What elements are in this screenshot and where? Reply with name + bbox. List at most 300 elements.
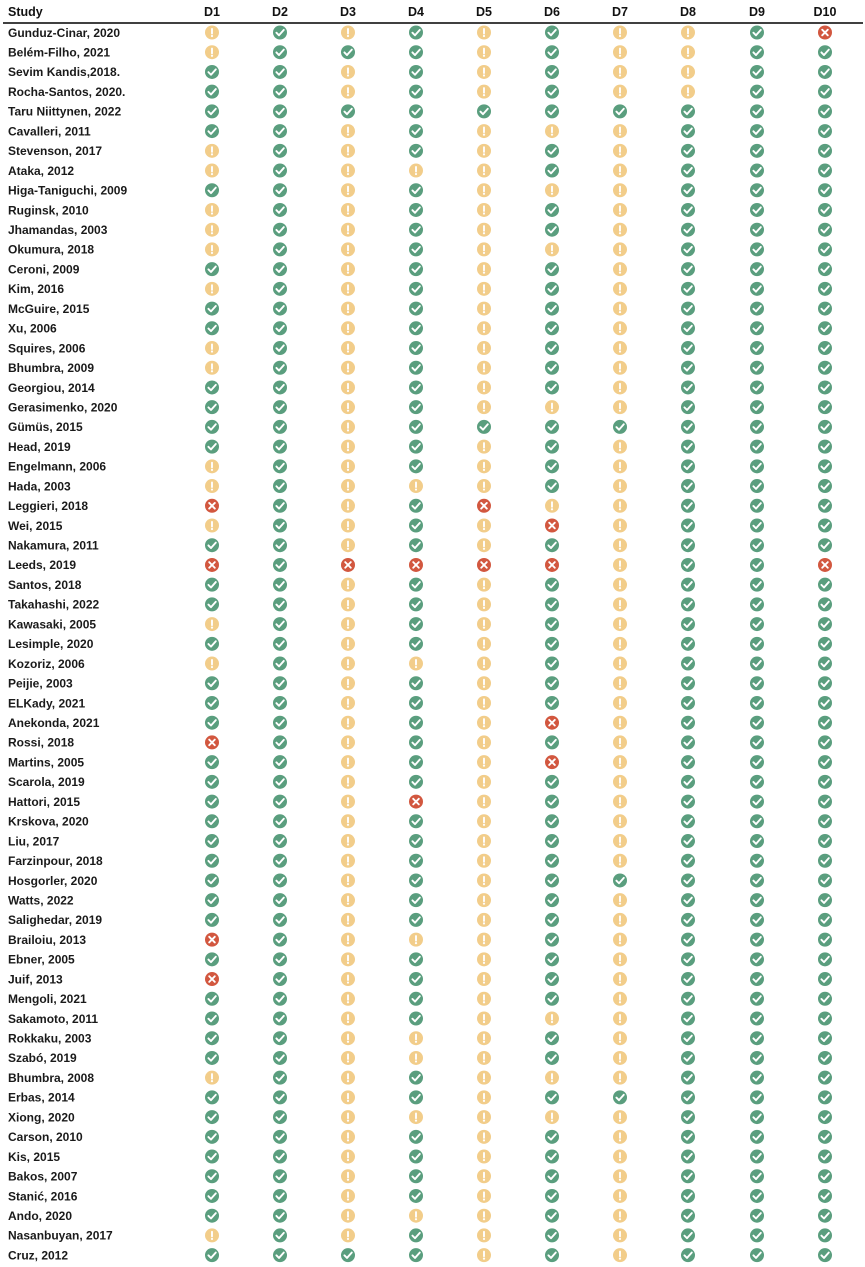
rating-low-icon bbox=[750, 104, 764, 118]
rating-low-icon bbox=[681, 1209, 695, 1223]
rating-some-concerns-icon bbox=[613, 617, 627, 631]
rating-low-icon bbox=[545, 85, 559, 99]
rating-low-icon bbox=[409, 1228, 423, 1242]
rating-low-icon bbox=[818, 1130, 832, 1144]
table-row bbox=[8, 1130, 832, 1144]
rating-high-icon bbox=[341, 558, 355, 572]
rating-some-concerns-icon bbox=[341, 952, 355, 966]
domain-header-d5: D5 bbox=[476, 5, 492, 19]
rating-some-concerns-icon bbox=[341, 499, 355, 513]
table-row bbox=[8, 499, 832, 513]
rating-some-concerns-icon bbox=[613, 65, 627, 79]
rating-low-icon bbox=[750, 578, 764, 592]
rating-low-icon bbox=[818, 183, 832, 197]
table-row bbox=[8, 302, 832, 316]
rating-low-icon bbox=[681, 321, 695, 335]
rating-low-icon bbox=[818, 1248, 832, 1262]
rating-some-concerns-icon bbox=[613, 85, 627, 99]
rating-low-icon bbox=[545, 459, 559, 473]
rating-some-concerns-icon bbox=[613, 262, 627, 276]
rating-low-icon bbox=[681, 933, 695, 947]
rating-low-icon bbox=[750, 144, 764, 158]
rating-some-concerns-icon bbox=[477, 223, 491, 237]
rating-some-concerns-icon bbox=[477, 1090, 491, 1104]
rating-low-icon bbox=[818, 834, 832, 848]
rating-low-icon bbox=[750, 1189, 764, 1203]
rating-low-icon bbox=[273, 361, 287, 375]
rating-some-concerns-icon bbox=[613, 696, 627, 710]
rating-some-concerns-icon bbox=[477, 361, 491, 375]
rating-low-icon bbox=[545, 834, 559, 848]
rating-low-icon bbox=[681, 1248, 695, 1262]
table-row bbox=[8, 834, 832, 848]
rating-low-icon bbox=[750, 124, 764, 138]
study-name: Rokkaku, 2003 bbox=[8, 1031, 92, 1046]
rating-low-icon bbox=[750, 1031, 764, 1045]
rating-some-concerns-icon bbox=[341, 775, 355, 789]
study-name: Hattori, 2015 bbox=[8, 794, 81, 809]
rating-some-concerns-icon bbox=[613, 183, 627, 197]
study-name: Brailoiu, 2013 bbox=[8, 932, 87, 947]
rating-some-concerns-icon bbox=[341, 420, 355, 434]
rating-some-concerns-icon bbox=[341, 992, 355, 1006]
rating-low-icon bbox=[273, 972, 287, 986]
rating-low-icon bbox=[545, 420, 559, 434]
rating-some-concerns-icon bbox=[341, 814, 355, 828]
rating-low-icon bbox=[545, 735, 559, 749]
rating-some-concerns-icon bbox=[341, 1110, 355, 1124]
rating-some-concerns-icon bbox=[341, 755, 355, 769]
rating-some-concerns-icon bbox=[613, 795, 627, 809]
rating-low-icon bbox=[750, 361, 764, 375]
rating-low-icon bbox=[681, 1071, 695, 1085]
rating-some-concerns-icon bbox=[477, 735, 491, 749]
table-row bbox=[8, 26, 832, 40]
rating-low-icon bbox=[409, 321, 423, 335]
rating-some-concerns-icon bbox=[613, 538, 627, 552]
rating-some-concerns-icon bbox=[613, 972, 627, 986]
rating-low-icon bbox=[545, 164, 559, 178]
rating-some-concerns-icon bbox=[477, 795, 491, 809]
study-name: Ruginsk, 2010 bbox=[8, 203, 89, 218]
study-name: Nasanbuyan, 2017 bbox=[8, 1228, 113, 1243]
rating-low-icon bbox=[681, 183, 695, 197]
rating-low-icon bbox=[409, 400, 423, 414]
rating-some-concerns-icon bbox=[613, 400, 627, 414]
rating-some-concerns-icon bbox=[409, 1051, 423, 1065]
rating-some-concerns-icon bbox=[341, 1228, 355, 1242]
study-name: Ceroni, 2009 bbox=[8, 262, 80, 277]
study-name: Gunduz-Cinar, 2020 bbox=[8, 25, 121, 40]
study-name: Bakos, 2007 bbox=[8, 1169, 78, 1184]
table-row bbox=[8, 1150, 832, 1164]
rating-some-concerns-icon bbox=[613, 893, 627, 907]
rating-some-concerns-icon bbox=[477, 1169, 491, 1183]
rating-low-icon bbox=[273, 775, 287, 789]
study-name: Takahashi, 2022 bbox=[8, 597, 100, 612]
rating-low-icon bbox=[545, 302, 559, 316]
rating-low-icon bbox=[545, 696, 559, 710]
study-name: Leeds, 2019 bbox=[8, 558, 77, 573]
rating-low-icon bbox=[818, 361, 832, 375]
rating-low-icon bbox=[409, 65, 423, 79]
rating-some-concerns-icon bbox=[341, 302, 355, 316]
rating-low-icon bbox=[205, 1150, 219, 1164]
rating-low-icon bbox=[818, 104, 832, 118]
rating-low-icon bbox=[409, 1248, 423, 1262]
rating-low-icon bbox=[750, 341, 764, 355]
rating-some-concerns-icon bbox=[341, 1051, 355, 1065]
table-row bbox=[8, 597, 832, 611]
rating-low-icon bbox=[273, 341, 287, 355]
rating-some-concerns-icon bbox=[613, 144, 627, 158]
rating-low-icon bbox=[205, 1189, 219, 1203]
rating-low-icon bbox=[273, 65, 287, 79]
rating-some-concerns-icon bbox=[409, 1209, 423, 1223]
table-row bbox=[8, 420, 832, 434]
rating-low-icon bbox=[545, 1090, 559, 1104]
domain-header-d1: D1 bbox=[204, 5, 220, 19]
rating-some-concerns-icon bbox=[613, 499, 627, 513]
rating-high-icon bbox=[409, 795, 423, 809]
rating-low-icon bbox=[273, 45, 287, 59]
rating-low-icon bbox=[818, 1071, 832, 1085]
rating-some-concerns-icon bbox=[613, 558, 627, 572]
rating-low-icon bbox=[750, 45, 764, 59]
rating-low-icon bbox=[545, 676, 559, 690]
table-row bbox=[8, 1031, 832, 1045]
rating-low-icon bbox=[818, 972, 832, 986]
rating-low-icon bbox=[818, 341, 832, 355]
rating-low-icon bbox=[750, 519, 764, 533]
rating-some-concerns-icon bbox=[477, 1031, 491, 1045]
study-name: Kim, 2016 bbox=[8, 282, 65, 297]
rating-low-icon bbox=[750, 85, 764, 99]
rating-low-icon bbox=[273, 440, 287, 454]
rating-low-icon bbox=[273, 1090, 287, 1104]
rating-some-concerns-icon bbox=[341, 735, 355, 749]
study-name: Gümüs, 2015 bbox=[8, 420, 83, 435]
rating-low-icon bbox=[273, 302, 287, 316]
rating-low-icon bbox=[273, 893, 287, 907]
study-name: Scarola, 2019 bbox=[8, 775, 85, 790]
rating-some-concerns-icon bbox=[477, 1130, 491, 1144]
rating-high-icon bbox=[205, 972, 219, 986]
rating-some-concerns-icon bbox=[613, 716, 627, 730]
rating-some-concerns-icon bbox=[341, 893, 355, 907]
rating-some-concerns-icon bbox=[477, 144, 491, 158]
rating-some-concerns-icon bbox=[341, 834, 355, 848]
rating-some-concerns-icon bbox=[477, 26, 491, 40]
study-name: Taru Niittynen, 2022 bbox=[8, 104, 122, 119]
rating-low-icon bbox=[273, 755, 287, 769]
rating-low-icon bbox=[273, 952, 287, 966]
rating-low-icon bbox=[681, 223, 695, 237]
rating-some-concerns-icon bbox=[341, 262, 355, 276]
table-row bbox=[8, 321, 832, 335]
rating-low-icon bbox=[273, 854, 287, 868]
rating-low-icon bbox=[273, 578, 287, 592]
rating-some-concerns-icon bbox=[477, 597, 491, 611]
rating-low-icon bbox=[545, 223, 559, 237]
rating-low-icon bbox=[273, 795, 287, 809]
rating-some-concerns-icon bbox=[341, 637, 355, 651]
rating-low-icon bbox=[750, 1090, 764, 1104]
rating-some-concerns-icon bbox=[341, 1071, 355, 1085]
rating-low-icon bbox=[818, 45, 832, 59]
rating-low-icon bbox=[273, 420, 287, 434]
rating-some-concerns-icon bbox=[205, 164, 219, 178]
rating-low-icon bbox=[750, 1150, 764, 1164]
rating-low-icon bbox=[545, 657, 559, 671]
rating-low-icon bbox=[205, 538, 219, 552]
table-row bbox=[8, 282, 832, 296]
rating-some-concerns-icon bbox=[613, 1248, 627, 1262]
rating-low-icon bbox=[750, 1248, 764, 1262]
rating-low-icon bbox=[681, 1031, 695, 1045]
rating-low-icon bbox=[750, 696, 764, 710]
study-name: ELKady, 2021 bbox=[8, 696, 86, 711]
rating-low-icon bbox=[750, 657, 764, 671]
rating-low-icon bbox=[273, 223, 287, 237]
table-row bbox=[8, 952, 832, 966]
rating-low-icon bbox=[750, 262, 764, 276]
rating-low-icon bbox=[750, 183, 764, 197]
rating-low-icon bbox=[205, 1090, 219, 1104]
rating-low-icon bbox=[545, 45, 559, 59]
rating-low-icon bbox=[273, 183, 287, 197]
rating-some-concerns-icon bbox=[545, 183, 559, 197]
rating-low-icon bbox=[681, 164, 695, 178]
rating-some-concerns-icon bbox=[341, 519, 355, 533]
rating-low-icon bbox=[273, 1071, 287, 1085]
rating-low-icon bbox=[205, 1130, 219, 1144]
rating-low-icon bbox=[409, 913, 423, 927]
rating-low-icon bbox=[681, 913, 695, 927]
study-name: Krskova, 2020 bbox=[8, 814, 89, 829]
table-row bbox=[8, 716, 832, 730]
table-row bbox=[8, 893, 832, 907]
rating-some-concerns-icon bbox=[205, 1071, 219, 1085]
rating-some-concerns-icon bbox=[341, 459, 355, 473]
rating-low-icon bbox=[818, 992, 832, 1006]
rating-low-icon bbox=[409, 104, 423, 118]
rating-some-concerns-icon bbox=[477, 1012, 491, 1026]
rating-low-icon bbox=[750, 321, 764, 335]
rating-low-icon bbox=[750, 65, 764, 79]
rating-low-icon bbox=[818, 479, 832, 493]
rating-high-icon bbox=[545, 519, 559, 533]
study-name: Juif, 2013 bbox=[8, 972, 63, 987]
rating-low-icon bbox=[409, 637, 423, 651]
rating-some-concerns-icon bbox=[205, 242, 219, 256]
table-row bbox=[8, 519, 832, 533]
study-name: Erbas, 2014 bbox=[8, 1090, 75, 1105]
rating-low-icon bbox=[750, 735, 764, 749]
rating-low-icon bbox=[205, 1169, 219, 1183]
rating-some-concerns-icon bbox=[477, 814, 491, 828]
rating-high-icon bbox=[818, 26, 832, 40]
rating-some-concerns-icon bbox=[205, 617, 219, 631]
rating-low-icon bbox=[273, 144, 287, 158]
rating-low-icon bbox=[205, 696, 219, 710]
rating-low-icon bbox=[545, 1150, 559, 1164]
rating-some-concerns-icon bbox=[613, 1051, 627, 1065]
table-row bbox=[8, 538, 832, 552]
rating-low-icon bbox=[750, 223, 764, 237]
table-row bbox=[8, 873, 832, 887]
rating-some-concerns-icon bbox=[613, 992, 627, 1006]
rating-some-concerns-icon bbox=[341, 873, 355, 887]
rating-some-concerns-icon bbox=[477, 538, 491, 552]
rating-some-concerns-icon bbox=[477, 183, 491, 197]
rating-low-icon bbox=[681, 558, 695, 572]
rating-low-icon bbox=[681, 499, 695, 513]
rating-some-concerns-icon bbox=[613, 1110, 627, 1124]
rating-some-concerns-icon bbox=[205, 223, 219, 237]
rating-some-concerns-icon bbox=[613, 380, 627, 394]
rating-some-concerns-icon bbox=[613, 302, 627, 316]
rating-some-concerns-icon bbox=[477, 341, 491, 355]
rating-some-concerns-icon bbox=[341, 1012, 355, 1026]
rating-low-icon bbox=[273, 538, 287, 552]
rating-low-icon bbox=[681, 519, 695, 533]
rating-low-icon bbox=[545, 795, 559, 809]
rating-low-icon bbox=[681, 479, 695, 493]
rating-high-icon bbox=[205, 735, 219, 749]
rating-low-icon bbox=[273, 1209, 287, 1223]
rating-low-icon bbox=[409, 735, 423, 749]
rating-some-concerns-icon bbox=[613, 755, 627, 769]
rating-some-concerns-icon bbox=[545, 400, 559, 414]
rating-low-icon bbox=[818, 144, 832, 158]
rating-low-icon bbox=[205, 1110, 219, 1124]
rating-low-icon bbox=[750, 755, 764, 769]
rating-low-icon bbox=[681, 637, 695, 651]
rating-low-icon bbox=[818, 637, 832, 651]
rating-low-icon bbox=[681, 1169, 695, 1183]
rating-low-icon bbox=[818, 302, 832, 316]
study-rows bbox=[8, 26, 832, 1263]
rating-low-icon bbox=[818, 1031, 832, 1045]
study-name: Carson, 2010 bbox=[8, 1130, 83, 1145]
study-name: Wei, 2015 bbox=[8, 518, 63, 533]
rating-low-icon bbox=[273, 913, 287, 927]
study-name: Okumura, 2018 bbox=[8, 242, 95, 257]
rating-low-icon bbox=[681, 1090, 695, 1104]
rating-low-icon bbox=[273, 1189, 287, 1203]
rating-low-icon bbox=[205, 814, 219, 828]
rating-low-icon bbox=[409, 45, 423, 59]
rating-some-concerns-icon bbox=[477, 440, 491, 454]
rating-low-icon bbox=[818, 775, 832, 789]
rating-some-concerns-icon bbox=[341, 440, 355, 454]
rating-some-concerns-icon bbox=[613, 913, 627, 927]
rating-low-icon bbox=[545, 992, 559, 1006]
rating-low-icon bbox=[409, 992, 423, 1006]
rating-some-concerns-icon bbox=[341, 361, 355, 375]
table-row bbox=[8, 657, 832, 671]
rating-low-icon bbox=[409, 814, 423, 828]
study-name: Ataka, 2012 bbox=[8, 163, 75, 178]
rating-low-icon bbox=[409, 755, 423, 769]
study-name: Hosgorler, 2020 bbox=[8, 873, 98, 888]
rating-low-icon bbox=[681, 952, 695, 966]
rating-low-icon bbox=[205, 1031, 219, 1045]
rating-high-icon bbox=[409, 558, 423, 572]
rating-some-concerns-icon bbox=[477, 203, 491, 217]
rating-some-concerns-icon bbox=[613, 1031, 627, 1045]
rating-low-icon bbox=[273, 400, 287, 414]
study-name: Kozoriz, 2006 bbox=[8, 656, 85, 671]
rating-low-icon bbox=[681, 282, 695, 296]
rating-low-icon bbox=[409, 519, 423, 533]
rating-low-icon bbox=[409, 578, 423, 592]
study-name: Cruz, 2012 bbox=[8, 1248, 69, 1263]
rating-low-icon bbox=[681, 1189, 695, 1203]
rating-some-concerns-icon bbox=[613, 657, 627, 671]
study-name: Higa-Taniguchi, 2009 bbox=[8, 183, 128, 198]
rating-low-icon bbox=[205, 1209, 219, 1223]
rating-low-icon bbox=[409, 617, 423, 631]
rating-low-icon bbox=[205, 676, 219, 690]
rating-low-icon bbox=[750, 854, 764, 868]
rating-low-icon bbox=[545, 538, 559, 552]
rating-some-concerns-icon bbox=[545, 499, 559, 513]
rating-low-icon bbox=[409, 361, 423, 375]
rating-low-icon bbox=[273, 1169, 287, 1183]
rating-low-icon bbox=[205, 893, 219, 907]
rating-low-icon bbox=[818, 85, 832, 99]
table-row bbox=[8, 637, 832, 651]
rating-low-icon bbox=[818, 400, 832, 414]
rating-low-icon bbox=[750, 992, 764, 1006]
rating-low-icon bbox=[273, 873, 287, 887]
rating-some-concerns-icon bbox=[613, 1228, 627, 1242]
rating-low-icon bbox=[273, 164, 287, 178]
rating-low-icon bbox=[273, 657, 287, 671]
rating-low-icon bbox=[545, 1169, 559, 1183]
rating-some-concerns-icon bbox=[477, 578, 491, 592]
rating-low-icon bbox=[205, 302, 219, 316]
rating-low-icon bbox=[273, 104, 287, 118]
rating-low-icon bbox=[681, 992, 695, 1006]
rating-low-icon bbox=[750, 834, 764, 848]
rating-some-concerns-icon bbox=[477, 1051, 491, 1065]
rating-some-concerns-icon bbox=[341, 164, 355, 178]
rating-low-icon bbox=[409, 440, 423, 454]
table-row bbox=[8, 617, 832, 631]
rating-low-icon bbox=[205, 775, 219, 789]
rating-low-icon bbox=[409, 282, 423, 296]
rating-low-icon bbox=[273, 992, 287, 1006]
study-name: Stevenson, 2017 bbox=[8, 144, 103, 159]
study-name: Martins, 2005 bbox=[8, 755, 85, 770]
rating-low-icon bbox=[273, 1228, 287, 1242]
rating-low-icon bbox=[750, 1228, 764, 1242]
table-row bbox=[8, 913, 832, 927]
rating-some-concerns-icon bbox=[341, 795, 355, 809]
rating-low-icon bbox=[750, 952, 764, 966]
domain-headers bbox=[204, 5, 837, 19]
rating-low-icon bbox=[477, 104, 491, 118]
rating-some-concerns-icon bbox=[545, 242, 559, 256]
rating-low-icon bbox=[750, 933, 764, 947]
rating-some-concerns-icon bbox=[341, 341, 355, 355]
study-name: Head, 2019 bbox=[8, 439, 71, 454]
rating-low-icon bbox=[681, 893, 695, 907]
rating-low-icon bbox=[545, 933, 559, 947]
